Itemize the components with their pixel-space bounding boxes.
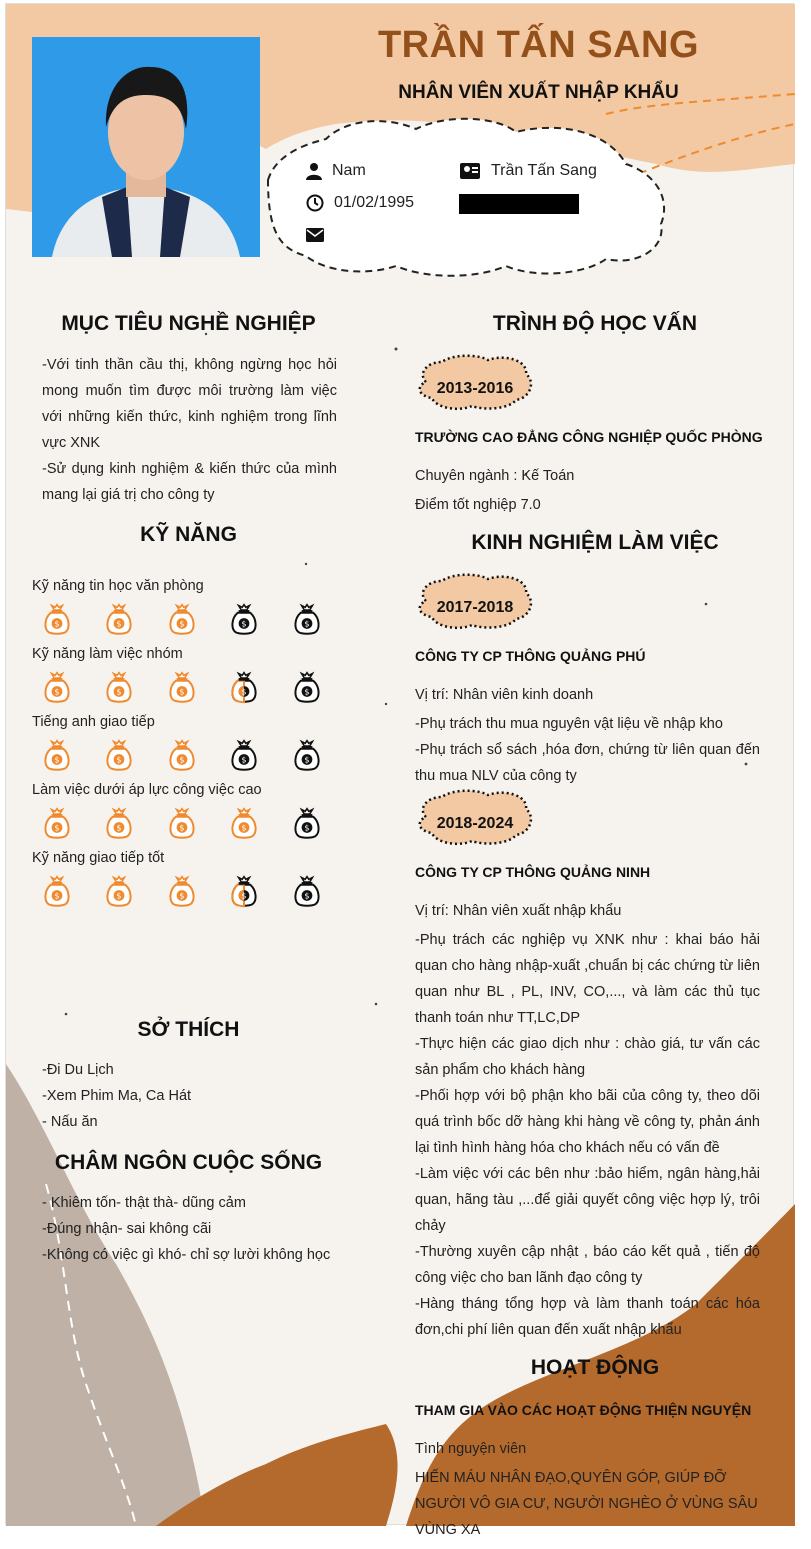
money-bag-icon-empty <box>290 600 352 638</box>
svg-text:$: $ <box>304 823 310 833</box>
objective-heading: MỤC TIÊU NGHỀ NGHIỆP <box>61 312 316 335</box>
money-bag-icon-empty <box>290 736 352 774</box>
svg-text:$: $ <box>241 755 247 765</box>
education-heading: TRÌNH ĐỘ HỌC VẤN <box>492 312 698 335</box>
skill-rating <box>40 600 352 638</box>
skill-name: Kỹ năng tin học văn phòng <box>32 578 204 594</box>
svg-text:$: $ <box>54 755 60 765</box>
activity-details <box>415 1436 765 1543</box>
job-role: Vị trí: Nhân viên kinh doanh <box>415 687 594 703</box>
svg-text:$: $ <box>116 619 122 629</box>
cv-page <box>5 3 794 1538</box>
activity-role: Tình nguyện viên <box>415 1441 527 1457</box>
money-bag-icon-empty <box>290 668 352 706</box>
svg-text:$: $ <box>304 891 310 901</box>
contact-email <box>306 228 334 242</box>
svg-text:$: $ <box>116 891 122 901</box>
job-duty: -Thường xuyên cập nhật , báo cáo kết quả , tiến độ công việc cho ban lãnh đạo công ty <box>415 1244 760 1286</box>
hobby-item: - Nấu ăn <box>42 1114 98 1130</box>
money-bag-icon-empty <box>227 736 289 774</box>
redacted-phone <box>459 194 579 214</box>
skill-name: Làm việc dưới áp lực công việc cao <box>32 782 262 798</box>
money-bag-icon-filled <box>40 600 102 638</box>
svg-text:$: $ <box>54 619 60 629</box>
svg-text:$: $ <box>179 755 185 765</box>
hobby-item: -Đi Du Lịch <box>42 1062 114 1078</box>
job-duty: -Phụ trách thu mua nguyên vật liệu về nhập kho <box>415 716 723 732</box>
job-duty: -Thực hiện các giao dịch như : chào giá, tư vấn các sản phẩm cho khách hàng <box>415 1036 760 1078</box>
contact-birthday <box>306 194 414 212</box>
education-school: TRƯỜNG CAO ĐẲNG CÔNG NGHIỆP QUỐC PHÒNG <box>415 429 763 445</box>
education-period: 2013-2016 <box>436 380 514 397</box>
skill-rating <box>40 804 352 842</box>
objective-line: -Với tinh thần cầu thị, không ngừng học hỏi mong muốn tìm được môi trường làm việc với những kiến thức, kinh nghiệm trong lĩnh vực XNK <box>42 357 337 451</box>
job-duty: -Phối hợp với bộ phận kho bãi của công ty, theo dõi quá trình bốc dỡ hàng khi hàng về công ty, phản ánh lại tình hình hàng hóa cho khách nếu có vấn đề <box>415 1088 760 1156</box>
education-period-badge <box>412 352 538 412</box>
skill-rating <box>40 736 352 774</box>
experience-heading: KINH NGHIỆM LÀM VIỆC <box>471 531 719 554</box>
contact-gender <box>306 162 366 180</box>
activity-detail: HIẾN MÁU NHÂN ĐẠO,QUYÊN GÓP, GIÚP ĐỠ NGƯỜI VÔ GIA CƯ, NGƯỜI NGHÈO Ở VÙNG SÂU VÙNG XA <box>415 1470 758 1538</box>
job-duty: -Phụ trách sổ sách ,hóa đơn, chứng từ liên quan đến thu mua NLV của công ty <box>415 742 760 784</box>
job-role: Vị trí: Nhân viên xuất nhập khẩu <box>415 903 622 919</box>
money-bag-icon-empty <box>290 872 352 910</box>
skill-rating <box>40 668 352 706</box>
skill-item <box>32 850 352 910</box>
money-bag-icon-filled <box>102 804 164 842</box>
motto-item: - Khiêm tốn- thật thà- dũng cảm <box>42 1195 246 1211</box>
money-bag-icon-half <box>227 872 289 910</box>
gender-value: Nam <box>332 162 366 179</box>
skill-item <box>32 646 352 706</box>
skill-name: Kỹ năng giao tiếp tốt <box>32 850 165 866</box>
svg-text:$: $ <box>179 823 185 833</box>
money-bag-icon-filled <box>40 872 102 910</box>
job-duty: -Làm việc với các bên như :bảo hiểm, ngân hàng,hải quan, hãng tàu ,...để giải quyết công việc hợp lý, trôi chảy <box>415 1166 760 1234</box>
svg-text:$: $ <box>179 619 185 629</box>
svg-text:$: $ <box>241 823 247 833</box>
svg-text:$: $ <box>116 687 122 697</box>
clock-icon <box>306 194 324 212</box>
motto-item: -Đúng nhận- sai không cãi <box>42 1221 212 1237</box>
skill-rating <box>40 872 352 910</box>
skill-name: Tiếng anh giao tiếp <box>32 714 155 730</box>
fullname-value: Trần Tấn Sang <box>491 162 597 179</box>
svg-text:$: $ <box>54 687 60 697</box>
id-card-icon <box>459 162 481 180</box>
education-details <box>415 463 765 518</box>
money-bag-icon-empty <box>290 804 352 842</box>
job-period-badge <box>412 571 538 631</box>
skill-item <box>32 782 352 842</box>
mail-icon <box>306 228 324 242</box>
svg-text:$: $ <box>179 891 185 901</box>
job-company: CÔNG TY CP THÔNG QUẢNG PHÚ <box>415 648 646 664</box>
motto-heading: CHÂM NGÔN CUỘC SỐNG <box>54 1151 323 1174</box>
svg-text:$: $ <box>241 891 247 901</box>
hobbies-heading: SỞ THÍCH <box>137 1018 240 1041</box>
money-bag-icon-filled <box>165 600 227 638</box>
motto-list <box>42 1190 362 1268</box>
svg-text:$: $ <box>241 619 247 629</box>
svg-text:$: $ <box>304 755 310 765</box>
job-period: 2018-2024 <box>436 815 514 832</box>
candidate-position: NHÂN VIÊN XUẤT NHẬP KHẨU <box>398 82 679 103</box>
skills-list <box>32 578 352 910</box>
money-bag-icon-filled <box>40 736 102 774</box>
job-duty: -Phụ trách các nghiệp vụ XNK như : khai báo hải quan cho hàng nhập-xuất ,chuẩn bị các chứng từ liên quan như BL , PL, INV, CO,..., và làm các thủ tục thanh toán như TT,LC,DP <box>415 932 760 1026</box>
skill-item <box>32 714 352 774</box>
money-bag-icon-filled <box>102 668 164 706</box>
job-period: 2017-2018 <box>436 599 514 616</box>
education-grade: Điểm tốt nghiệp 7.0 <box>415 497 541 513</box>
birthday-value: 01/02/1995 <box>334 194 415 211</box>
money-bag-icon-filled <box>102 872 164 910</box>
profile-photo <box>32 37 260 257</box>
money-bag-icon-half <box>227 668 289 706</box>
skill-name: Kỹ năng làm việc nhóm <box>32 646 183 662</box>
job-duty: -Hàng tháng tổng hợp và làm thanh toán các hóa đơn,chi phí liên quan đến xuất nhập khẩu <box>415 1296 760 1338</box>
candidate-name: TRẦN TẤN SANG <box>377 24 700 66</box>
skills-heading: KỸ NĂNG <box>140 523 237 546</box>
hobbies-list <box>42 1057 342 1135</box>
job-company: CÔNG TY CP THÔNG QUẢNG NINH <box>415 864 651 880</box>
objective-text <box>42 352 337 508</box>
education-major: Chuyên ngành : Kế Toán <box>415 468 575 484</box>
money-bag-icon-filled <box>165 804 227 842</box>
money-bag-icon-filled <box>40 804 102 842</box>
contact-fullname <box>459 162 597 180</box>
objective-line: -Sử dụng kinh nghiệm & kiến thức của mình mang lại giá trị cho công ty <box>42 461 337 503</box>
svg-text:$: $ <box>304 687 310 697</box>
money-bag-icon-filled <box>227 804 289 842</box>
money-bag-icon-filled <box>102 736 164 774</box>
motto-item: -Không có việc gì khó- chỉ sợ lười không học <box>42 1247 331 1263</box>
svg-text:$: $ <box>179 687 185 697</box>
job-period-badge <box>412 787 538 847</box>
job-details <box>415 682 760 789</box>
user-icon <box>306 162 322 180</box>
money-bag-icon-filled <box>165 668 227 706</box>
skill-item <box>32 578 352 638</box>
svg-text:$: $ <box>54 891 60 901</box>
hobby-item: -Xem Phim Ma, Ca Hát <box>42 1088 192 1104</box>
activities-heading: HOẠT ĐỘNG <box>530 1356 660 1379</box>
money-bag-icon-filled <box>40 668 102 706</box>
svg-text:$: $ <box>116 823 122 833</box>
svg-text:$: $ <box>116 755 122 765</box>
money-bag-icon-filled <box>102 600 164 638</box>
money-bag-icon-empty <box>227 600 289 638</box>
svg-text:$: $ <box>241 687 247 697</box>
activity-title: THAM GIA VÀO CÁC HOẠT ĐỘNG THIỆN NGUYỆN <box>415 1402 752 1418</box>
svg-text:$: $ <box>54 823 60 833</box>
svg-text:$: $ <box>304 619 310 629</box>
money-bag-icon-filled <box>165 872 227 910</box>
job-details <box>415 898 760 1343</box>
money-bag-icon-filled <box>165 736 227 774</box>
